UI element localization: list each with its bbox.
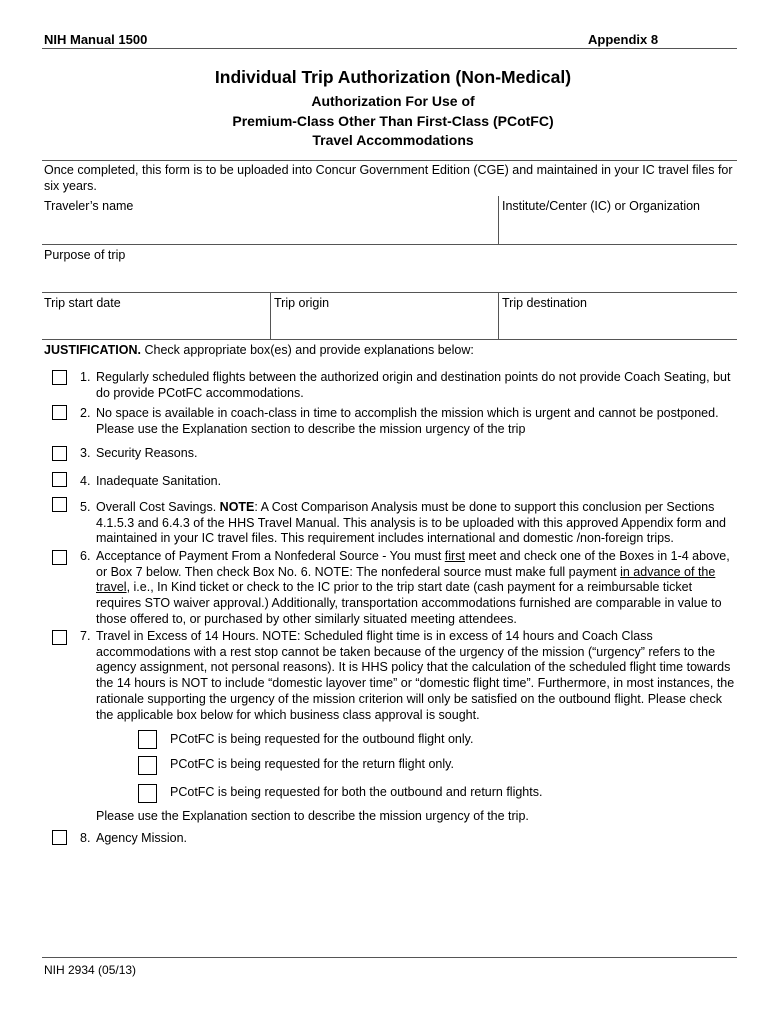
checkbox-item-2[interactable] (52, 405, 67, 420)
item-2-number: 2. (80, 406, 91, 420)
item-6-first: first (444, 549, 465, 563)
item-7 (80, 629, 740, 723)
form-number: NIH 2934 (05/13) (44, 963, 137, 977)
start-date-label: Trip start date (44, 296, 121, 310)
item-5-text (80, 500, 740, 547)
item-6-advance: in advance of the travel (96, 564, 716, 595)
start-date-field[interactable] (44, 313, 266, 337)
item-1 (80, 370, 740, 401)
field-rule (42, 244, 737, 245)
purpose-field[interactable] (44, 265, 736, 290)
item-8-number: 8. (80, 831, 91, 845)
item-4-text: Inadequate Sanitation. (96, 474, 222, 488)
item-6-number: 6. (80, 549, 91, 563)
item-4-number: 4. (80, 474, 91, 488)
item-6 (80, 549, 740, 628)
item-5-number: 5. (80, 500, 91, 514)
header-divider (42, 48, 737, 49)
item-5-text-b: : A Cost Comparison Analysis must be done to support this conclusion per Sections 4.1.5.3 and 6.4.3 of the HHS Travel Manual. This analysis is to be uploaded with this approved Appendix form and maintained in your IC travel files. This requirement includes international and domestic /non-foreign trips. (96, 500, 727, 546)
institute-label: Institute/Center (IC) or Organization (502, 199, 700, 213)
checkbox-item-6[interactable] (52, 550, 67, 565)
purpose-label: Purpose of trip (44, 248, 126, 262)
item-8-text: Agency Mission. (96, 831, 188, 845)
footer-rule (42, 957, 737, 958)
both-flights-label: PCotFC is being requested for both the outbound and return flights. (170, 785, 543, 799)
return-only-label: PCotFC is being requested for the return flight only. (170, 757, 454, 771)
checkbox-outbound-only[interactable] (138, 730, 157, 749)
checkbox-item-7[interactable] (52, 630, 67, 645)
checkbox-item-3[interactable] (52, 446, 67, 461)
item-5-note: NOTE (219, 500, 255, 514)
item-6-text-a: Acceptance of Payment From a Nonfederal Source - You must (96, 549, 445, 563)
item-3-text: Security Reasons. (96, 446, 198, 460)
item-1-number: 1. (80, 370, 91, 384)
item-6-text-c: , i.e., In Kind ticket or check to the IC prior to the trip start date (cash payment for a reimbursable ticket requires STO waiver approval.) Additionally, transportation accommodations furnished are comparable in value to those offered to, or purchased by other similarly situated meeting attendees. (96, 580, 722, 626)
destination-label: Trip destination (502, 296, 587, 310)
item-3 (80, 446, 740, 462)
item-7-text: Travel in Excess of 14 Hours. NOTE: Scheduled flight time is in excess of 14 hours and Coach Class accommodations with a rest stop cannot be taken because of the urgency of the mission (“urgency” refers to the agency assignment, not personal reasons). It is HHS policy that the calculation of the scheduled flight time towards the 14 hours is NOT to include “domestic layover time” or “domestic flight time”. Furthermore, in most instances, the rationale supporting the urgency of the mission criterion will only be satisfied on the outbound flight. Please check the applicable box below for which business class approval is sought. (96, 629, 735, 722)
item-6-text-b: meet and check one of the Boxes in 1-4 above, or Box 7 below. Then check Box No. 6. NOTE: The nonfederal source must make full payment (96, 549, 730, 579)
form-subtitle-line-3: Travel Accommodations (312, 132, 474, 148)
field-rule (42, 339, 737, 340)
manual-label: NIH Manual 1500 (44, 32, 148, 47)
item-2 (80, 406, 740, 437)
destination-field[interactable] (502, 313, 736, 337)
explanation-note: Please use the Explanation section to describe the mission urgency of the trip. (96, 809, 529, 823)
checkbox-both-flights[interactable] (138, 784, 157, 803)
field-rule (42, 292, 737, 293)
checkbox-return-only[interactable] (138, 756, 157, 775)
travelers-name-label: Traveler’s name (44, 199, 134, 213)
form-subtitle-line-2: Premium-Class Other Than First-Class (PCotFC) (232, 113, 554, 129)
origin-field[interactable] (274, 313, 496, 337)
item-7-number: 7. (80, 629, 91, 643)
justification-instruction: Check appropriate box(es) and provide explanations below: (141, 343, 474, 357)
checkbox-item-8[interactable] (52, 830, 67, 845)
appendix-label: Appendix 8 (588, 32, 659, 47)
origin-label: Trip origin (274, 296, 330, 310)
item-6-text (80, 549, 740, 628)
justification-heading (44, 343, 474, 357)
checkbox-item-4[interactable] (52, 472, 67, 487)
outbound-only-label: PCotFC is being requested for the outbound flight only. (170, 732, 474, 746)
form-title: Individual Trip Authorization (Non-Medical) (214, 67, 572, 87)
item-1-text: Regularly scheduled flights between the authorized origin and destination points do not provide Coach Seating, but do provide PCotFC accommodations. (96, 370, 731, 400)
form-subtitle-line-1: Authorization For Use of (311, 93, 475, 109)
checkbox-item-5[interactable] (52, 497, 67, 512)
item-5 (80, 500, 740, 547)
item-2-text: No space is available in coach-class in time to accomplish the mission which is urgent and cannot be postponed. Please use the Explanation section to describe the mission urgency of the trip (96, 406, 719, 436)
institute-field[interactable] (502, 216, 736, 242)
checkbox-item-1[interactable] (52, 370, 67, 385)
intro-top-rule (42, 160, 737, 161)
field-divider (498, 293, 499, 339)
field-divider (270, 293, 271, 339)
travelers-name-field[interactable] (44, 216, 496, 242)
field-divider (498, 196, 499, 244)
intro-text: Once completed, this form is to be uploaded into Concur Government Edition (CGE) and maintained in your IC travel files for six years. (44, 163, 733, 193)
item-3-number: 3. (80, 446, 91, 460)
item-8 (80, 831, 740, 847)
justification-label: JUSTIFICATION. (44, 343, 141, 357)
item-4 (80, 474, 740, 490)
item-5-text-a: Overall Cost Savings. (96, 500, 220, 514)
